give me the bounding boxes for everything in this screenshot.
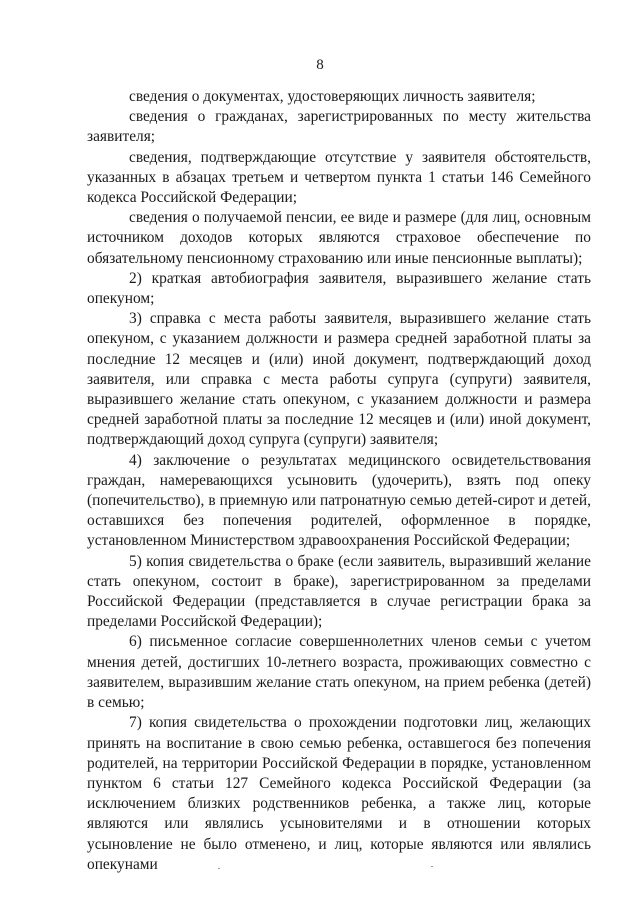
paragraph-identity-documents: сведения о документах, удостоверяющих личность заявителя; xyxy=(129,88,536,105)
paragraph-item-3-employment-certificate: 3) справка с места работы заявителя, выразившего желание стать опекуном, с указанием должности и размера средней заработной платы за последние 12 месяцев и (или) иной документ, подтверждающий доход заявителя, или справка с места работы супруга (супруги) заявителя, выразившего желание стать опекуном, с указанием должности и размера средней заработной платы за последние 12 месяцев и (или) иной документ, подтверждающий доход супруга (супруги) заявителя; xyxy=(87,310,591,449)
paragraph-absence-of-circumstances: сведения, подтверждающие отсутствие у заявителя обстоятельств, указанных в абзацах третьем и четвертом пункта 1 статьи 146 Семейного кодекса Российской Федерации; xyxy=(87,148,591,207)
document-body xyxy=(87,87,591,875)
paragraph-pension-info: сведения о получаемой пенсии, ее виде и размере (для лиц, основным источником доходов которых являются страховое обеспечение по обязательному пенсионному страхованию или иные пенсионные выплаты); xyxy=(87,209,591,267)
scan-speck xyxy=(431,866,433,867)
paragraph-registered-residents: сведения о гражданах, зарегистрированных по месту жительства заявителя; xyxy=(87,108,591,146)
paragraph-item-2-autobiography: 2) краткая автобиография заявителя, выразившего желание стать опекуном; xyxy=(87,269,591,308)
paragraph-item-7-training-certificate: 7) копия свидетельства о прохождении подготовки лиц, желающих принять на воспитание в свою семью ребенка, оставшегося без попечения родителей, на территории Российской Федерации в порядке, установленном пунктом 6 статьи 127 Семейного кодекса Российской Федерации (за исключением близких родственников ребенка, а также лиц, которые являются или являлись усыновителями и в отношении которых усыновление не было отменено, и лиц, которые являются или являлись опекунами xyxy=(87,714,591,873)
page-number: 8 xyxy=(316,57,324,73)
paragraph-item-4-medical-report: 4) заключение о результатах медицинского освидетельствования граждан, намеревающихся усыновить (удочерить), взять под опеку (попечительство), в приемную или патронатную семью детей-сирот и детей, оставшихся без попечения родителей, оформленное в порядке, установленном Министерством здравоохранения Российской Федерации; xyxy=(87,451,591,550)
paragraph-item-6-family-consent: 6) письменное согласие совершеннолетних членов семьи с учетом мнения детей, достигших 10-летнего возраста, проживающих совместно с заявителем, выразившим желание стать опекуном, на прием ребенка (детей) в семью; xyxy=(87,633,591,712)
paragraph-item-5-marriage-certificate: 5) копия свидетельства о браке (если заявитель, выразивший желание стать опекуном, состоит в браке), зарегистрированном за пределами Российской Федерации (представляется в случае регистрации брака за пределами Российской Федерации); xyxy=(87,552,591,631)
scan-speck xyxy=(218,868,220,869)
